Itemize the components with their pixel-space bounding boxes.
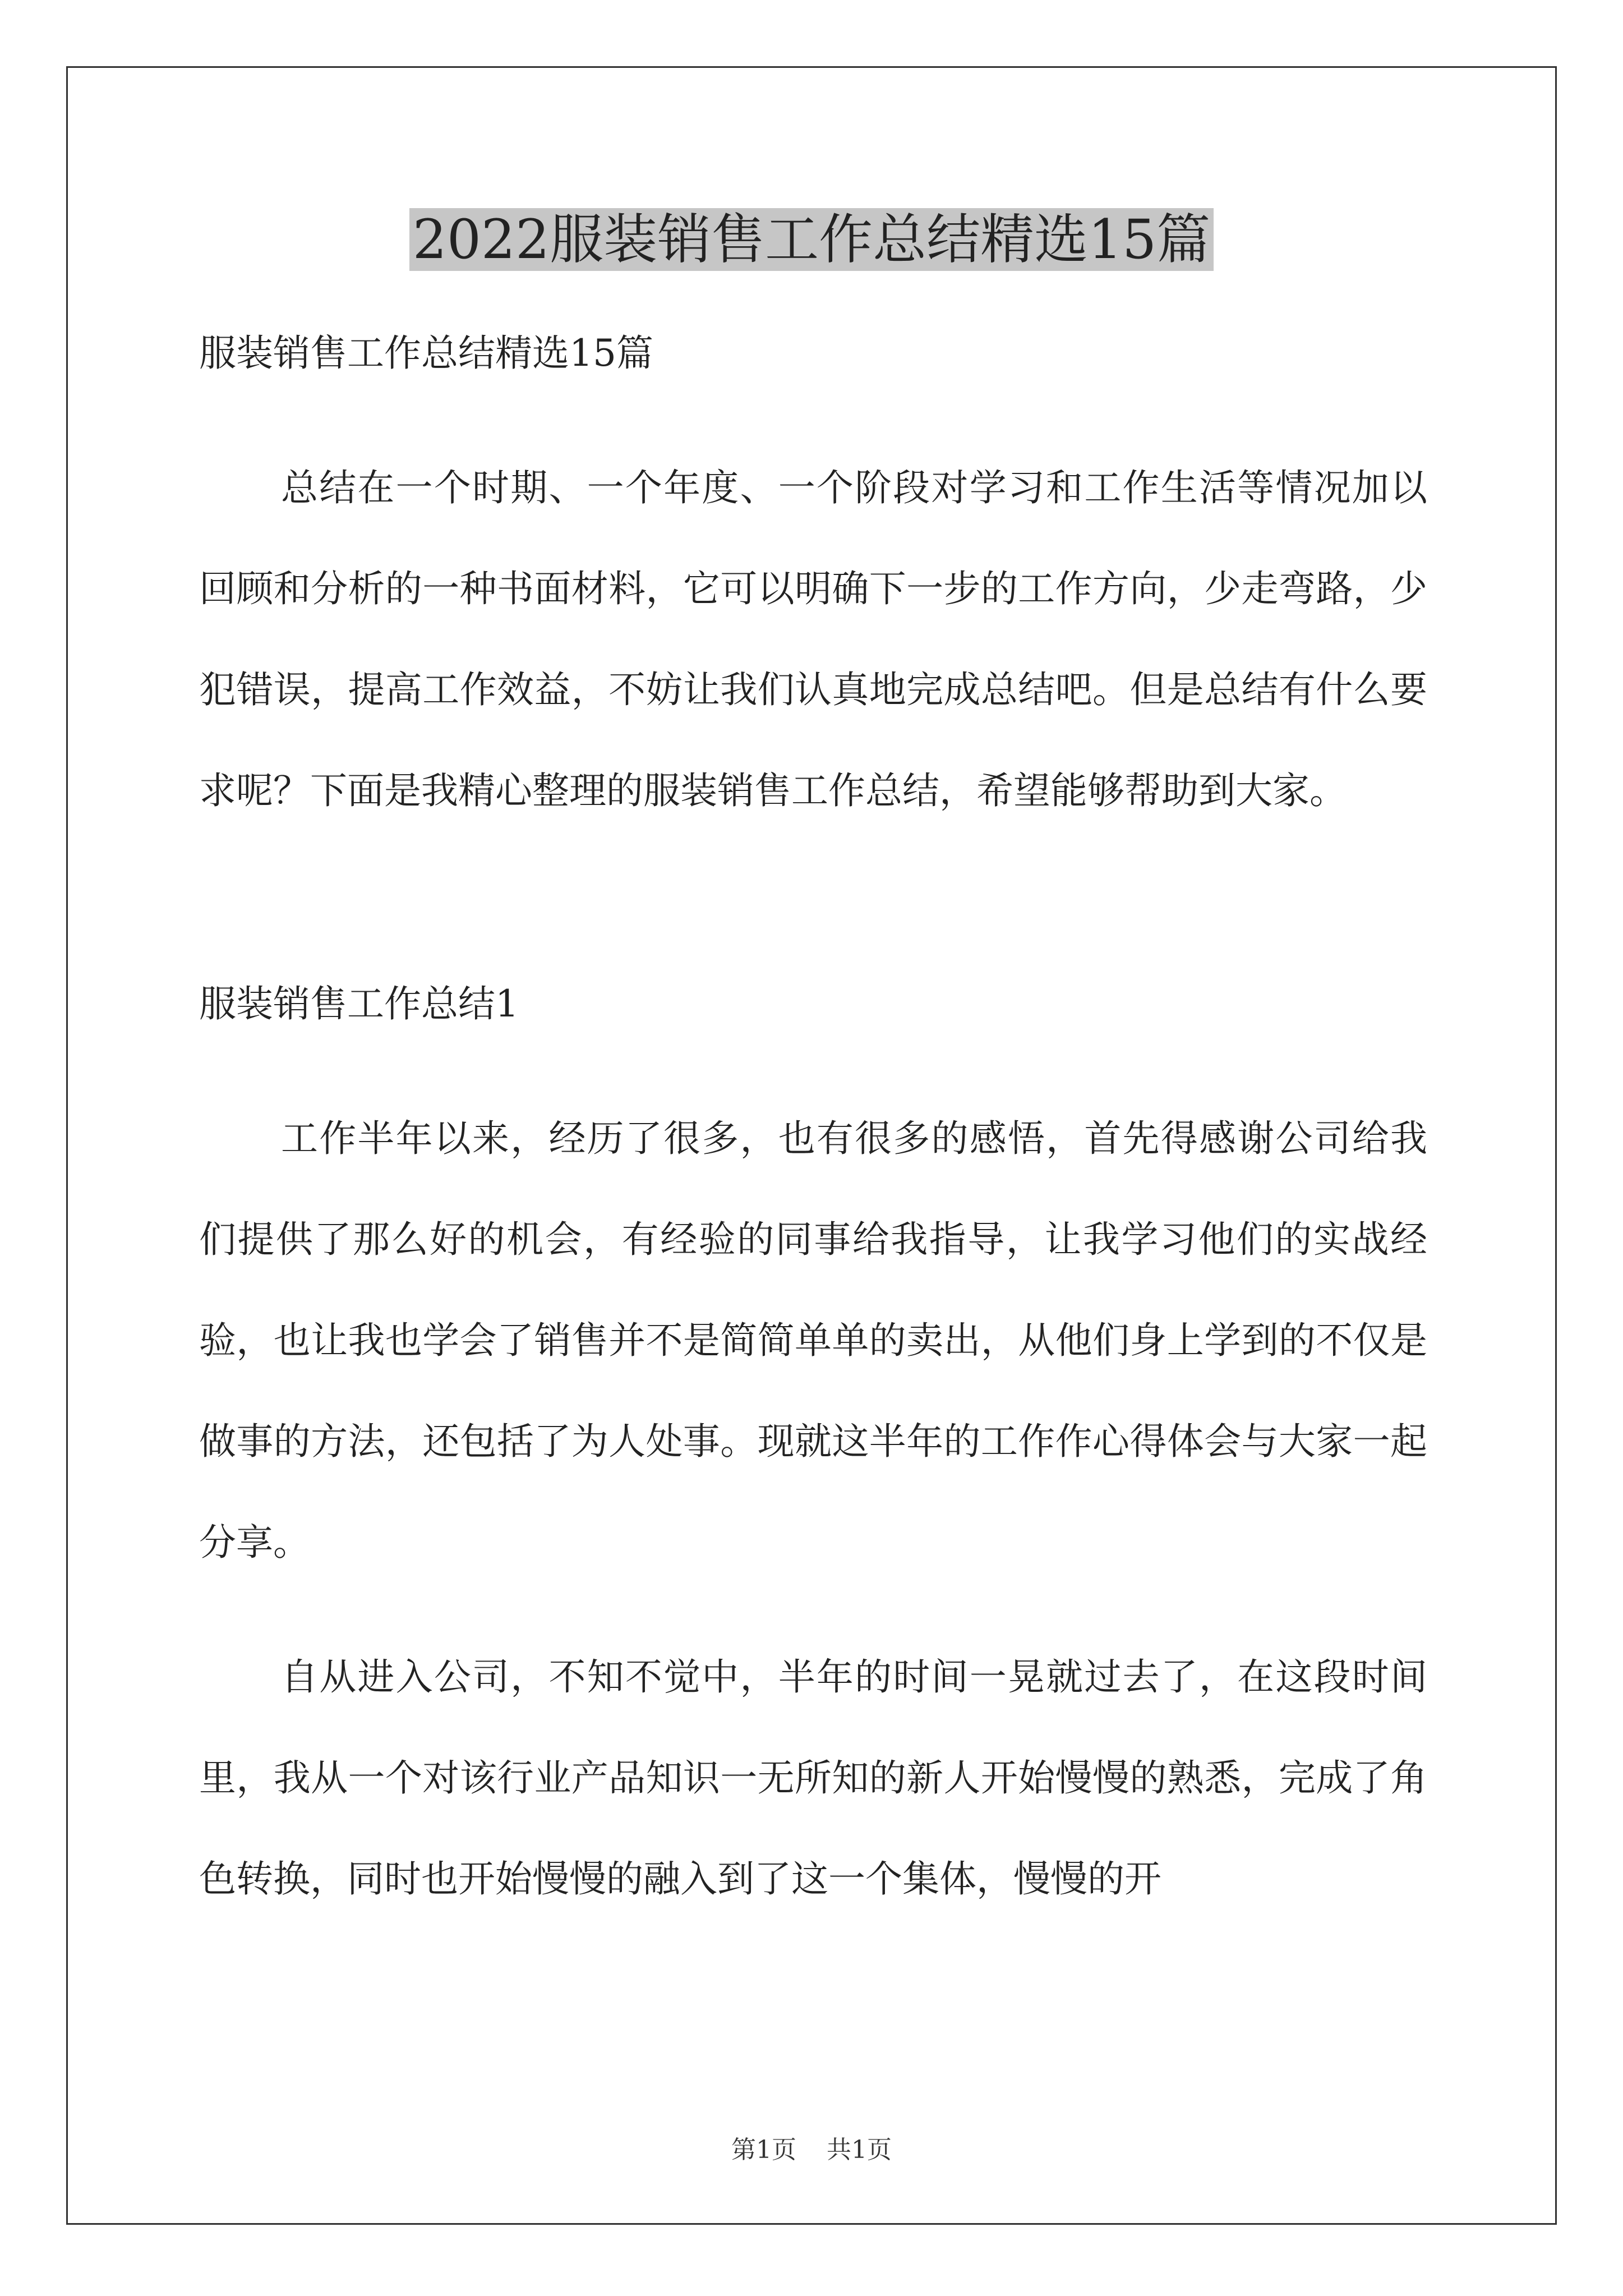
page-number-total: 共1页 — [827, 2136, 892, 2164]
document-title — [0, 203, 1623, 276]
document-body — [199, 303, 1427, 1930]
section-heading: 服装销售工作总结1 — [199, 982, 519, 1025]
page-footer — [0, 2129, 1623, 2165]
section-paragraph-1: 工作半年以来，经历了很多，也有很多的感悟，首先得感谢公司给我们提供了那么好的机会，有经验的同事给我指导，让我学习他们的实战经验，也让我也学会了销售并不是简简单单的卖出，从他们身上学到的不仅是做事的方法，还包括了为人处事。现就这半年的工作作心得体会与大家一起分享。 — [199, 1117, 1427, 1564]
section-paragraph-2: 自从进入公司，不知不觉中，半年的时间一晃就过去了，在这段时间里，我从一个对该行业产品知识一无所知的新人开始慢慢的熟悉，完成了角色转换，同时也开始慢慢的融入到了这一个集体，慢慢的开 — [199, 1655, 1427, 1901]
document-title-text: 2022服装销售工作总结精选15篇 — [409, 208, 1214, 271]
intro-paragraph: 总结在一个时期、一个年度、一个阶段对学习和工作生活等情况加以回顾和分析的一种书面材料，它可以明确下一步的工作方向，少走弯路，少犯错误，提高工作效益，不妨让我们认真地完成总结吧。但是总结有什么要求呢？下面是我精心整理的服装销售工作总结，希望能够帮助到大家。 — [199, 466, 1427, 812]
document-subtitle: 服装销售工作总结精选15篇 — [199, 332, 653, 375]
page-number-current: 第1页 — [731, 2136, 796, 2164]
